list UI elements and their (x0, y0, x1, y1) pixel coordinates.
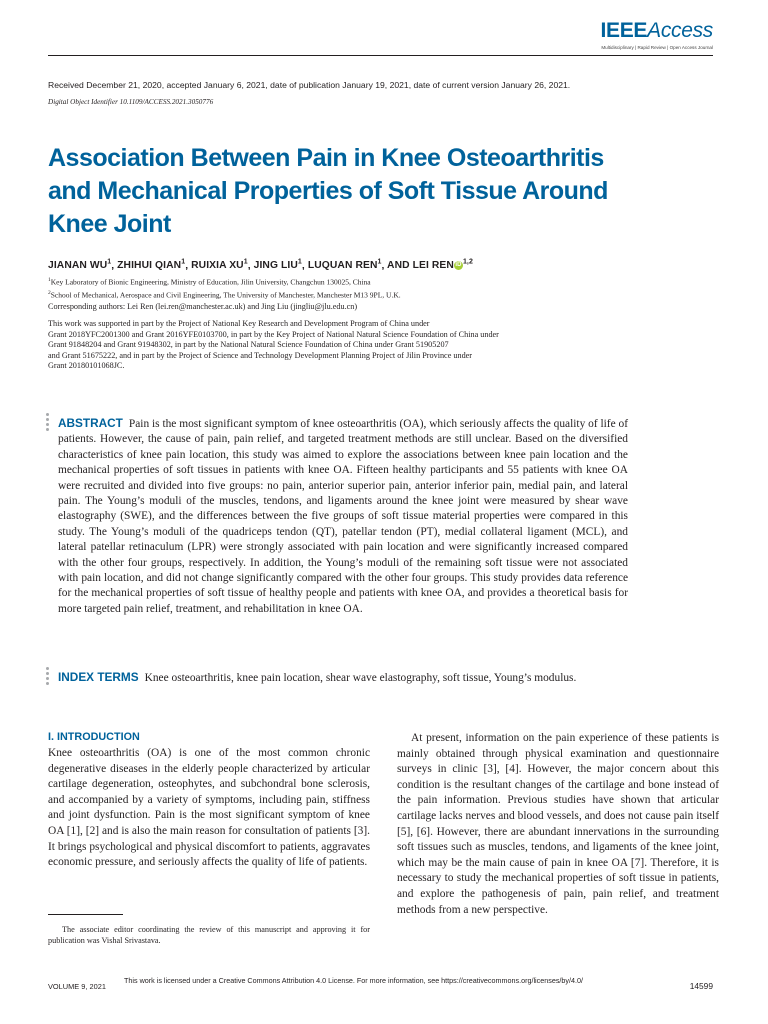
abstract-label: ABSTRACT (58, 416, 123, 430)
header-rule (48, 55, 713, 56)
logo-bold-text: IEEE (600, 19, 648, 42)
abstract-text: Pain is the most significant symptom of knee osteoarthritis (OA), which seriously affects the quality of life of patients. However, the cause of pain, pain relief, and targeted treatment methods are still unclear. Based on the diversified characteristics of knee pain location, this study was aimed to explore the associations between knee pain location and the mechanical properties of soft tissues in patients with knee OA. Fifteen healthy participants and 55 patients with knee OA were recruited and divided into five groups: no pain, anterior superior pain, anterior inferior pain, medial pain, and lateral pain. The Young’s moduli of the muscles, tendons, and ligaments around the knee joint were measured by shear wave elastography (SWE), and the differences between the five groups of soft tissue material properties were compared in this study. The Young’s moduli of the quadriceps tendon (QT), patellar tendon (PT), medial collateral ligament (MCL), and lateral patellar retinaculum (LPR) were strongly associated with pain location and were significantly increased compared with the other four groups, respectively. In addition, the Young’s moduli of the remaining soft tissue were not associated with pain location, and did not change significantly compared with the other four groups. This study provides data reference for the mechanical properties of soft tissue of healthy people and patients with knee OA, and provides a theoretical basis for more targeted pain relief, treatment, and rehabilitation in knee OA. (58, 418, 628, 615)
author[interactable]: JING LIU$^1$ (253, 259, 302, 272)
logo-italic-text: Access (647, 19, 713, 42)
footnote-rule (48, 914, 123, 915)
index-terms-text: Knee osteoarthritis, knee pain location, shear wave elastography, soft tissue, Young’s modulus. (144, 672, 577, 684)
editor-footnote: The associate editor coordinating the review of this manuscript and approving it for publication was Vishal Srivastava. (48, 925, 370, 945)
corresponding-authors: Corresponding authors: Lei Ren (lei.ren@manchester.ac.uk) and Jing Liu (jingliu@jlu.edu.cn) (48, 302, 358, 311)
author[interactable]: LUQUAN REN$^1$ (307, 259, 382, 272)
funding-statement: This work was supported in part by the Project of National Key Research and Development Program of China under Grant 2018YFC2001300 and Grant 2016YFE0103700, in part by the Key Project of National Natural Science Foundation of China under Grant 91848204 and Grant 91948302, in part by the National Natural Science Foundation of China under Grant 51905207 and Grant 51675222, and in part by the Project of Science and Technology Development Planning Project of Jilin Province under Grant 20180101068JC. (48, 319, 499, 371)
author[interactable]: ZHIHUI QIAN$^1$ (117, 259, 186, 272)
author[interactable]: JIANAN $WU^1$ (48, 259, 112, 272)
index-terms-marker-icon (46, 667, 51, 687)
paper-title: Association Between Pain in Knee Osteoarthritis and Mechanical Properties of Soft Tissue Around Knee Joint (48, 144, 608, 238)
received-dates: Received December 21, 2020, accepted January 6, 2021, date of publication January 19, 2021, date of current version January 26, 2021. (48, 80, 571, 90)
footer-license[interactable]: This work is licensed under a Creative Commons Attribution 4.0 License. For more information, see https://creativecommons.org/licenses/by/4.0/ (124, 976, 584, 985)
section-heading-introduction: I. INTRODUCTION (48, 731, 140, 743)
abstract-marker-icon (46, 413, 51, 433)
journal-logo (600, 20, 713, 50)
doi[interactable]: Digital Object Identifier 10.1109/ACCESS.2021.3050776 (48, 98, 214, 106)
index-terms-label: INDEX TERMS (58, 670, 139, 684)
orcid-icon[interactable]: iD (455, 262, 462, 269)
affiliation: $^2$School of Mechanical, Aerospace and Civil Engineering, The University of Manchester, Manchester M13 9PL, U.K. (48, 289, 401, 299)
intro-left-column: Knee osteoarthritis (OA) is one of the most common chronic degenerative diseases in the elderly people characterized by articular cartilage degeneration, osteophytes, and subchondral bone sclerosis, and accompanied by a variety of symptoms, including pain, stiffness and joint dysfunction. Pain is the most significant symptom of knee OA [1], [2] and is also the main reason for consultation of patients [3]. It brings psychological and physical discomfort to patients, aggravates economic pressure, and seriously affects the quality of life of patients. (48, 747, 370, 869)
index-terms (58, 670, 628, 686)
author[interactable]: AND LEI RENiD$^{1,2}$ (387, 259, 473, 272)
page-number: 14599 (689, 981, 713, 991)
author[interactable]: RUIXIA $XU^1$ (191, 259, 248, 272)
footer-volume: VOLUME 9, 2021 (48, 982, 106, 991)
affiliation: $^1$Key Laboratory of Bionic Engineering, Ministry of Education, Jilin University, Changchun 130025, China (48, 277, 371, 287)
abstract (58, 416, 628, 617)
logo-tagline: Multidisciplinary | Rapid Review | Open Access Journal (601, 45, 713, 50)
affiliations (48, 275, 401, 300)
intro-paragraph: At present, information on the pain experience of these patients is mainly obtained through physical examination and questionnaire surveys in clinic [3], [4]. However, the major concern about this condition is the resultant changes of the cartilage and bone instead of the pain information. Previous studies have shown that articular cartilage lacks nerves and blood vessels, and does not cause pain itself [5], [6]. However, there are abundant innervations in the surrounding soft tissues such as muscles, tendons, and ligaments of the knee joint, which may be the main cause of pain in knee OA [7]. Therefore, it is necessary to study the mechanical properties of soft tissue in patients, and explore the pathogenesis of pain, pain relief, and treatment methods from a new perspective. (397, 732, 719, 916)
intro-right-column (397, 731, 719, 918)
author-list: JIANAN $WU^1$, ZHIHUI QIAN$^1$, RUIXIA $XU^1$, JING LIU$^1$, LUQUAN REN$^1$, AND LEI RENiD$^{1,2}$ (48, 259, 473, 272)
